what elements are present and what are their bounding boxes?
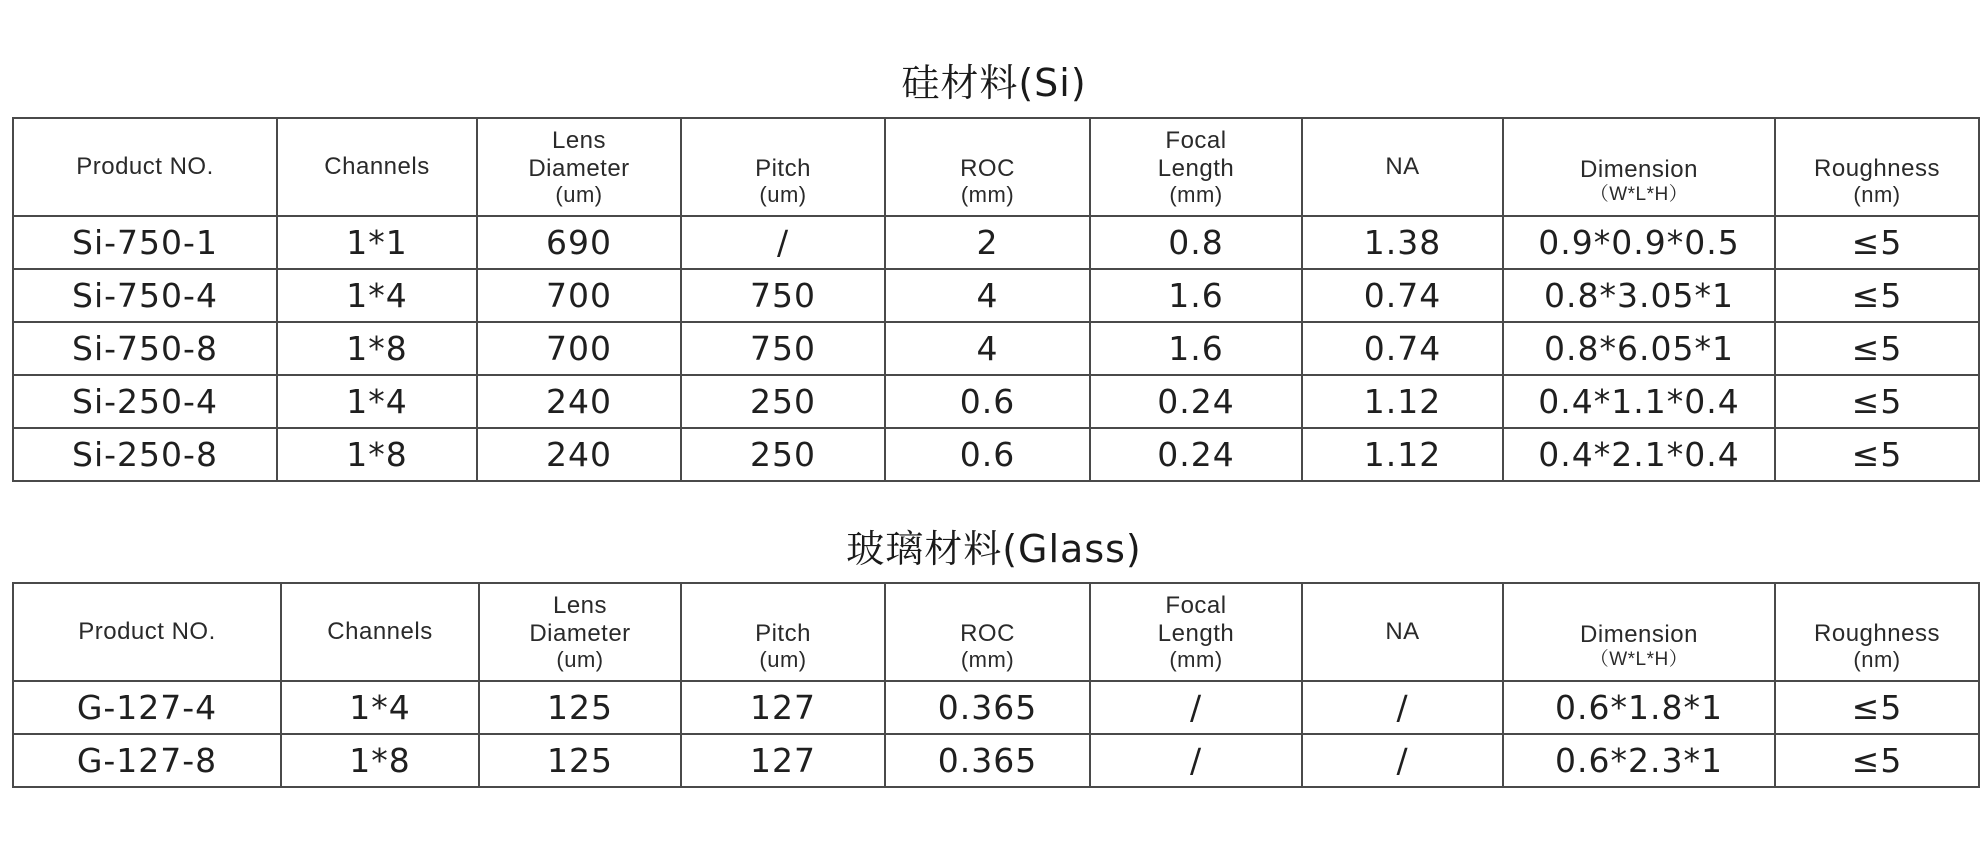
spec-table-glass xyxy=(12,582,1980,788)
cell-channels: 1*8 xyxy=(277,428,477,481)
cell-lens-diameter: 700 xyxy=(477,322,681,375)
cell-channels: 1*8 xyxy=(281,734,479,787)
cell-focal-length: / xyxy=(1090,681,1302,734)
header-focal-length: Focal Length (mm) xyxy=(1090,583,1302,681)
cell-dimension: 0.9*0.9*0.5 xyxy=(1503,216,1775,269)
cell-na: 0.74 xyxy=(1302,269,1503,322)
cell-roughness: ≤5 xyxy=(1775,322,1979,375)
section-title-si: 硅材料(Si) xyxy=(901,61,1087,105)
cell-channels: 1*4 xyxy=(281,681,479,734)
cell-focal-length: / xyxy=(1090,734,1302,787)
cell-focal-length: 1.6 xyxy=(1090,322,1302,375)
cell-dimension: 0.6*1.8*1 xyxy=(1503,681,1775,734)
cell-roc: 4 xyxy=(885,269,1090,322)
cell-channels: 1*4 xyxy=(277,375,477,428)
header-dimension: Dimension （W*L*H） xyxy=(1503,583,1775,681)
spec-table-si xyxy=(12,117,1980,482)
cell-roughness: ≤5 xyxy=(1775,681,1979,734)
cell-dimension: 0.4*2.1*0.4 xyxy=(1503,428,1775,481)
cell-lens-diameter: 125 xyxy=(479,681,681,734)
header-product: Product NO. xyxy=(13,118,277,216)
cell-lens-diameter: 240 xyxy=(477,375,681,428)
cell-roughness: ≤5 xyxy=(1775,734,1979,787)
cell-product: Si-750-4 xyxy=(13,269,277,322)
cell-product: Si-250-8 xyxy=(13,428,277,481)
header-na: NA xyxy=(1302,118,1503,216)
cell-channels: 1*4 xyxy=(277,269,477,322)
cell-dimension: 0.8*3.05*1 xyxy=(1503,269,1775,322)
header-roughness: Roughness (nm) xyxy=(1775,583,1979,681)
cell-pitch: 250 xyxy=(681,428,885,481)
cell-focal-length: 0.8 xyxy=(1090,216,1302,269)
cell-na: / xyxy=(1302,734,1503,787)
header-roc: ROC (mm) xyxy=(885,583,1090,681)
cell-dimension: 0.4*1.1*0.4 xyxy=(1503,375,1775,428)
cell-na: / xyxy=(1302,681,1503,734)
cell-roughness: ≤5 xyxy=(1775,375,1979,428)
header-dimension: Dimension （W*L*H） xyxy=(1503,118,1775,216)
cell-pitch: 750 xyxy=(681,322,885,375)
cell-roc: 2 xyxy=(885,216,1090,269)
header-focal-length: Focal Length (mm) xyxy=(1090,118,1302,216)
cell-pitch: 127 xyxy=(681,681,885,734)
cell-product: Si-750-8 xyxy=(13,322,277,375)
cell-dimension: 0.8*6.05*1 xyxy=(1503,322,1775,375)
table-row xyxy=(13,269,1979,322)
table-row xyxy=(13,216,1979,269)
cell-dimension: 0.6*2.3*1 xyxy=(1503,734,1775,787)
header-na: NA xyxy=(1302,583,1503,681)
cell-roughness: ≤5 xyxy=(1775,428,1979,481)
table-row xyxy=(13,681,1979,734)
cell-roc: 0.365 xyxy=(885,681,1090,734)
cell-lens-diameter: 690 xyxy=(477,216,681,269)
cell-pitch: 750 xyxy=(681,269,885,322)
cell-channels: 1*1 xyxy=(277,216,477,269)
cell-product: Si-750-1 xyxy=(13,216,277,269)
table-header-row xyxy=(13,118,1979,216)
cell-pitch: 250 xyxy=(681,375,885,428)
table-row xyxy=(13,322,1979,375)
header-pitch: Pitch (um) xyxy=(681,583,885,681)
header-channels: Channels xyxy=(277,118,477,216)
cell-focal-length: 1.6 xyxy=(1090,269,1302,322)
cell-pitch: 127 xyxy=(681,734,885,787)
cell-focal-length: 0.24 xyxy=(1090,428,1302,481)
cell-roc: 0.6 xyxy=(885,375,1090,428)
cell-roc: 4 xyxy=(885,322,1090,375)
table-row xyxy=(13,428,1979,481)
cell-na: 1.38 xyxy=(1302,216,1503,269)
header-product: Product NO. xyxy=(13,583,281,681)
cell-channels: 1*8 xyxy=(277,322,477,375)
table-row xyxy=(13,375,1979,428)
header-lens-diameter: Lens Diameter (um) xyxy=(479,583,681,681)
cell-roughness: ≤5 xyxy=(1775,216,1979,269)
section-title-glass: 玻璃材料(Glass) xyxy=(846,527,1142,571)
cell-roc: 0.6 xyxy=(885,428,1090,481)
table-header-row xyxy=(13,583,1979,681)
cell-lens-diameter: 700 xyxy=(477,269,681,322)
table-row xyxy=(13,734,1979,787)
cell-na: 1.12 xyxy=(1302,428,1503,481)
header-channels: Channels xyxy=(281,583,479,681)
cell-na: 1.12 xyxy=(1302,375,1503,428)
cell-product: Si-250-4 xyxy=(13,375,277,428)
cell-pitch: / xyxy=(681,216,885,269)
cell-lens-diameter: 125 xyxy=(479,734,681,787)
header-roughness: Roughness (nm) xyxy=(1775,118,1979,216)
cell-product: G-127-4 xyxy=(13,681,281,734)
header-pitch: Pitch (um) xyxy=(681,118,885,216)
cell-roughness: ≤5 xyxy=(1775,269,1979,322)
cell-na: 0.74 xyxy=(1302,322,1503,375)
cell-lens-diameter: 240 xyxy=(477,428,681,481)
header-lens-diameter: Lens Diameter (um) xyxy=(477,118,681,216)
header-roc: ROC (mm) xyxy=(885,118,1090,216)
cell-product: G-127-8 xyxy=(13,734,281,787)
cell-focal-length: 0.24 xyxy=(1090,375,1302,428)
cell-roc: 0.365 xyxy=(885,734,1090,787)
